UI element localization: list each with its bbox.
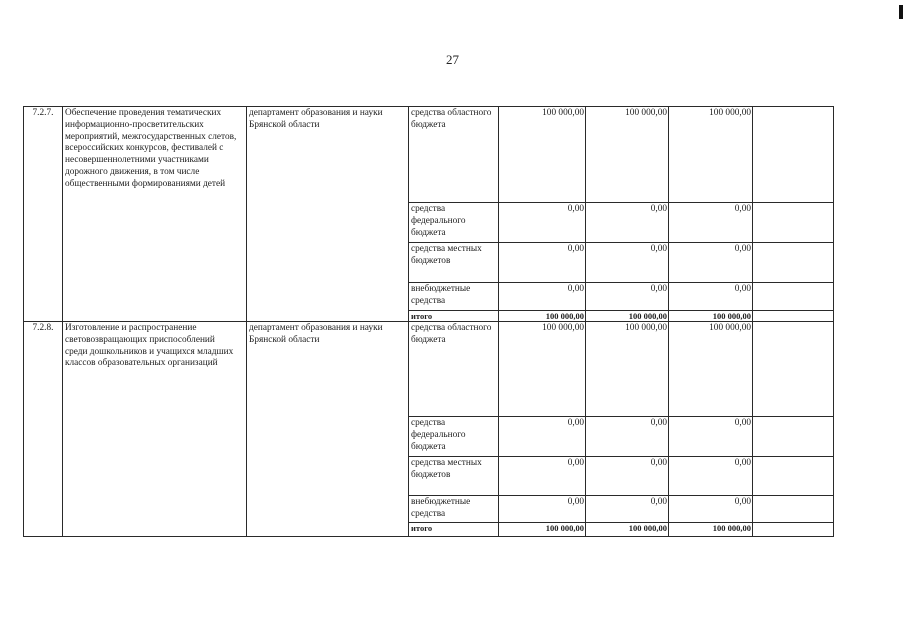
extra-cell	[753, 417, 834, 457]
funding-source: средства местных бюджетов	[409, 243, 499, 283]
row-description: Обеспечение проведения тематических информационно-просветительских мероприятий, межгосударственных слетов, всероссийских конкурсов, фестивалей с несовершеннолетними участниками дорожного движения, в том числе общественными формированиями детей	[63, 107, 247, 322]
amount-cell: 0,00	[499, 203, 586, 243]
total-amount-cell: 100 000,00	[669, 311, 753, 322]
extra-cell	[753, 311, 834, 322]
page-number: 27	[446, 52, 459, 67]
row-executor: департамент образования и науки Брянской области	[247, 322, 409, 537]
amount-cell: 0,00	[586, 283, 669, 311]
amount-cell: 0,00	[499, 417, 586, 457]
extra-cell	[753, 243, 834, 283]
amount-cell: 0,00	[669, 457, 753, 496]
amount-cell: 0,00	[669, 283, 753, 311]
funding-source: средства областного бюджета	[409, 107, 499, 203]
extra-cell	[753, 322, 834, 417]
amount-cell: 100 000,00	[586, 107, 669, 203]
extra-cell	[753, 523, 834, 537]
amount-cell: 0,00	[669, 417, 753, 457]
amount-cell: 0,00	[669, 203, 753, 243]
extra-cell	[753, 496, 834, 523]
amount-cell: 0,00	[499, 496, 586, 523]
amount-cell: 0,00	[586, 457, 669, 496]
funding-source: внебюджетные средства	[409, 283, 499, 311]
extra-cell	[753, 203, 834, 243]
funding-source: средства федерального бюджета	[409, 417, 499, 457]
amount-cell: 0,00	[586, 417, 669, 457]
amount-cell: 0,00	[669, 243, 753, 283]
amount-cell: 0,00	[499, 457, 586, 496]
funding-source: итого	[409, 523, 499, 537]
table-row	[24, 322, 834, 417]
total-amount-cell: 100 000,00	[499, 311, 586, 322]
row-number: 7.2.7.	[24, 107, 63, 322]
funding-source: внебюджетные средства	[409, 496, 499, 523]
amount-cell: 100 000,00	[586, 322, 669, 417]
funding-source: средства федерального бюджета	[409, 203, 499, 243]
amount-cell: 100 000,00	[669, 322, 753, 417]
scan-mark	[899, 5, 903, 19]
amount-cell: 0,00	[669, 496, 753, 523]
amount-cell: 0,00	[586, 203, 669, 243]
total-amount-cell: 100 000,00	[586, 311, 669, 322]
funding-source: средства областного бюджета	[409, 322, 499, 417]
amount-cell: 0,00	[586, 496, 669, 523]
row-number: 7.2.8.	[24, 322, 63, 537]
row-description: Изготовление и распространение световозвращающих приспособлений среди дошкольников и учащихся младших классов образовательных организаций	[63, 322, 247, 537]
table-row	[24, 107, 834, 203]
funding-source: средства местных бюджетов	[409, 457, 499, 496]
amount-cell: 0,00	[499, 283, 586, 311]
row-executor: департамент образования и науки Брянской области	[247, 107, 409, 322]
total-amount-cell: 100 000,00	[499, 523, 586, 537]
amount-cell: 0,00	[586, 243, 669, 283]
amount-cell: 100 000,00	[499, 107, 586, 203]
extra-cell	[753, 457, 834, 496]
amount-cell: 100 000,00	[499, 322, 586, 417]
extra-cell	[753, 283, 834, 311]
budget-table	[23, 106, 834, 537]
amount-cell: 100 000,00	[669, 107, 753, 203]
funding-source: итого	[409, 311, 499, 322]
amount-cell: 0,00	[499, 243, 586, 283]
extra-cell	[753, 107, 834, 203]
total-amount-cell: 100 000,00	[669, 523, 753, 537]
total-amount-cell: 100 000,00	[586, 523, 669, 537]
